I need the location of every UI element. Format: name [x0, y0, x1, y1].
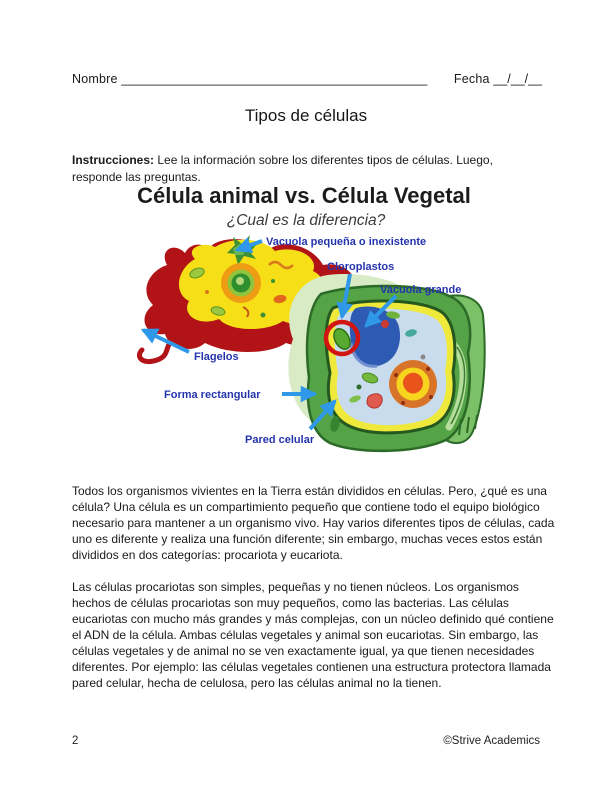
- instructions-label: Instrucciones:: [72, 153, 155, 167]
- name-field: [72, 72, 427, 86]
- diagram-title: Célula animal vs. Célula Vegetal: [137, 183, 471, 208]
- page-number: 2: [72, 735, 79, 747]
- date-field: [454, 72, 542, 86]
- cell-wall-label: Pared celular: [245, 434, 315, 446]
- page-footer: [72, 735, 540, 747]
- cell-diagram-image: [123, 177, 489, 467]
- date-label: Fecha: [453, 72, 490, 86]
- rectangular-shape-label: Forma rectangular: [164, 389, 261, 401]
- instructions-text: Lee la información sobre los diferentes tipos de células. Luego, responde las preguntas.: [72, 153, 493, 184]
- body-paragraph-2: Las células procariotas son simples, pequeñas y no tienen núcleos. Los organismos hechos de células procariotas son muy pequeños, como las bacterias. Las células eucariotas con mucho más grandes y más complejas, con un núcleo definido qué contiene el ADN de la célula. Ambas células vegetales y animal son eucariotas. Sin embargo, las células vegetales y de animal no se ven exactamente igual, ya que tienen necesidades diferentes. Por ejemplo: las células vegetales contienen una estructura protectora llamada pared celular, hecha de celulosa, pero las células animal no la tienen.: [72, 580, 554, 690]
- diagram-subtitle: ¿Cual es la diferencia?: [226, 212, 386, 229]
- body-paragraph-1: Todos los organismos vivientes en la Tierra están divididos en células. Pero, ¿qué es una célula? Una célula es un compartimiento pequeño que contiene todo el equipo biológico necesario para mantener a un organismo vivo. Hay varios diferentes tipos de células, cada uno es diferente y realiza una función diferente; sin embargo, muchas veces estos están divididos en dos categorías: procariota y eucariota.: [72, 484, 555, 562]
- plant-cell-illustration: [288, 274, 484, 451]
- cell-comparison-diagram: [123, 177, 489, 467]
- chloroplasts-label: Cloroplastos: [327, 261, 395, 273]
- flagella-label: Flagelos: [194, 351, 239, 363]
- name-label: Nombre: [72, 72, 118, 86]
- small-vacuole-label: Vacuola pequeña o inexistente: [266, 236, 427, 248]
- large-vacuole-label: Vacuola grande: [380, 284, 462, 296]
- page-title: Tipos de células: [244, 106, 368, 125]
- name-blank-line: ____________________________________________: [121, 72, 428, 86]
- page-header: [72, 72, 542, 86]
- date-blank-line: __/__/__: [493, 72, 542, 86]
- copyright-text: ©Strive Academics: [443, 735, 540, 747]
